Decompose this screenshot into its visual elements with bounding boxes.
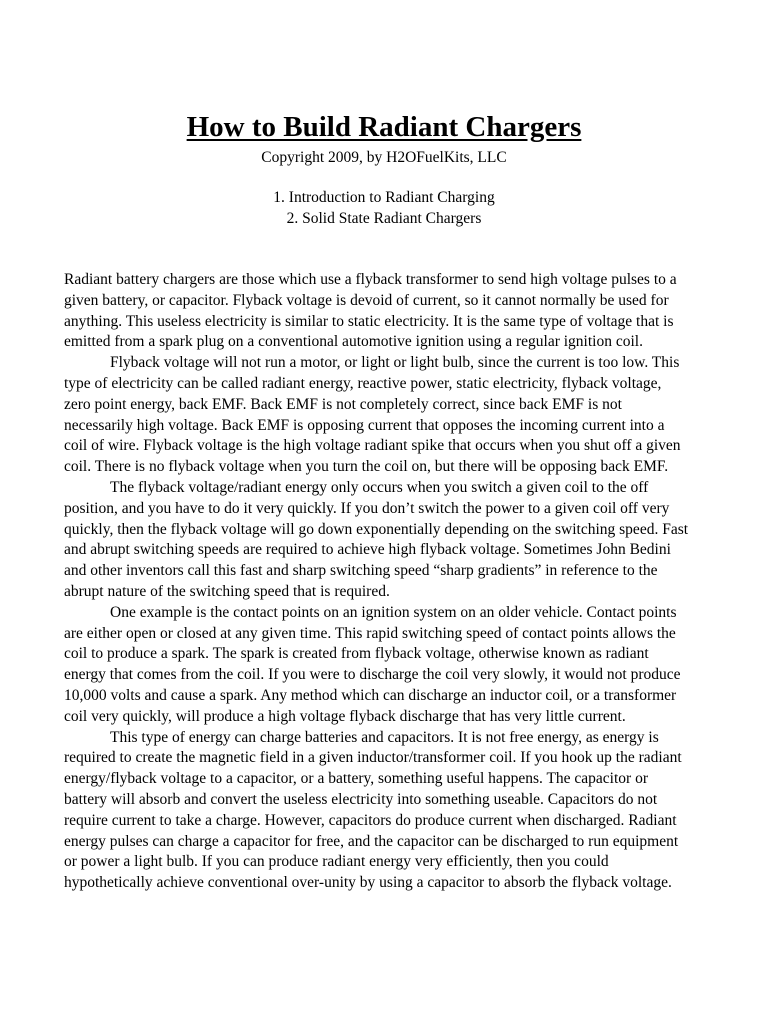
paragraph: Flyback voltage will not run a motor, or light or light bulb, since the current is too low. This type of electricity can be called radiant energy, reactive power, static electricity, flyback voltage, zero point energy, back EMF. Back EMF is not completely correct, since back EMF is not necessarily high voltage. Back EMF is opposing current that opposes the incoming current into a coil of wire. Flyback voltage is the high voltage radiant spike that occurs when you shut off a given coil. There is no flyback voltage when you turn the coil on, but there will be opposing back EMF.	[64, 354, 681, 476]
toc-item: 1. Introduction to Radiant Charging	[273, 189, 495, 206]
table-of-contents	[0, 188, 768, 229]
body-text	[64, 270, 689, 894]
paragraph: Radiant battery chargers are those which use a flyback transformer to send high voltage pulses to a given battery, or capacitor. Flyback voltage is devoid of current, so it cannot normally be used for anything. This useless electricity is similar to static electricity. It is the same type of voltage that is emitted from a spark plug on a conventional automotive ignition using a regular ignition coil.	[64, 271, 677, 351]
paragraph: The flyback voltage/radiant energy only occurs when you switch a given coil to the off position, and you have to do it very quickly. If you don’t switch the power to a given coil off very quickly, then the flyback voltage will go down exponentially depending on the switching speed. Fast and abrupt switching speeds are required to achieve high flyback voltage. Sometimes John Bedini and other inventors call this fast and sharp switching speed “sharp gradients” in reference to the abrupt nature of the switching speed that is required.	[64, 478, 689, 600]
page-title: How to Build Radiant Chargers	[186, 111, 582, 143]
copyright-line: Copyright 2009, by H2OFuelKits, LLC	[261, 149, 507, 166]
paragraph: One example is the contact points on an ignition system on an older vehicle. Contact points are either open or closed at any given time. This rapid switching speed of contact points allows the coil to produce a spark. The spark is created from flyback voltage, otherwise known as radiant energy that comes from the coil. If you were to discharge the coil very slowly, it would not produce 10,000 volts and cause a spark. Any method which can discharge an inductor coil, or a transformer coil very quickly, will produce a high voltage flyback discharge that has very little current.	[64, 603, 681, 725]
paragraph: This type of energy can charge batteries and capacitors. It is not free energy, as energy is required to create the magnetic field in a given inductor/transformer coil. If you hook up the radiant energy/flyback voltage to a capacitor, or a battery, something useful happens. The capacitor or battery will absorb and convert the useless electricity into something useable. Capacitors do not require current to take a charge. However, capacitors do produce current when discharged. Radiant energy pulses can charge a capacitor for free, and the capacitor can be discharged to run equipment or power a light bulb. If you can produce radiant energy very efficiently, then you could hypothetically achieve conventional over-unity by using a capacitor to absorb the flyback voltage.	[64, 728, 682, 892]
toc-item: 2. Solid State Radiant Chargers	[286, 209, 482, 227]
